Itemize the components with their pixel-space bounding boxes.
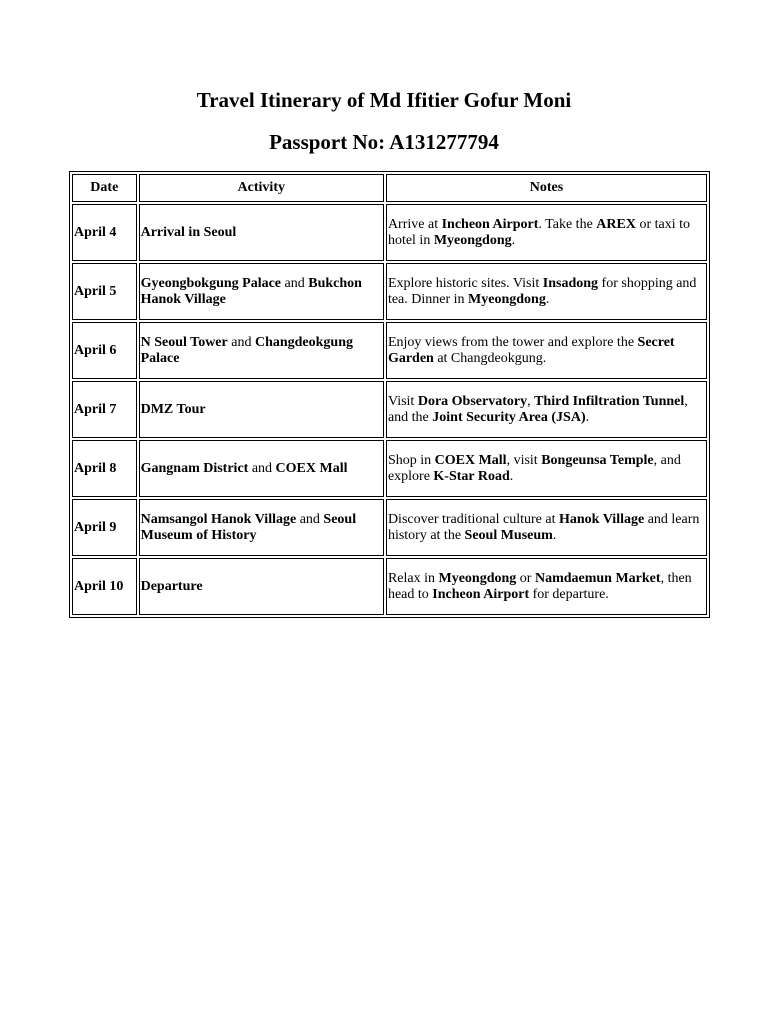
activity-text-segment: DMZ Tour bbox=[140, 401, 206, 417]
notes-cell bbox=[386, 204, 707, 261]
notes-text-segment: and learn history at the bbox=[387, 511, 700, 543]
notes-text-segment: Shop in bbox=[387, 452, 435, 468]
notes-text-segment: Myeongdong bbox=[468, 291, 546, 307]
table-row bbox=[72, 440, 707, 497]
date-cell: April 10 bbox=[72, 558, 137, 615]
notes-text-segment: Incheon Airport bbox=[432, 586, 530, 602]
activity-cell bbox=[139, 499, 384, 556]
notes-text-segment: Incheon Airport bbox=[441, 216, 539, 232]
date-cell: April 7 bbox=[72, 381, 137, 438]
activity-text-segment: and bbox=[227, 334, 255, 350]
notes-text-segment: Joint Security Area (JSA) bbox=[432, 409, 586, 425]
notes-text-segment: Bongeunsa Temple bbox=[541, 452, 654, 468]
notes-cell bbox=[386, 558, 707, 615]
notes-text-segment: or taxi to hotel in bbox=[387, 216, 691, 248]
table-row bbox=[72, 381, 707, 438]
activity-text-segment: and bbox=[296, 511, 324, 527]
activity-cell bbox=[139, 440, 384, 497]
header-notes: Notes bbox=[386, 174, 707, 202]
table-header bbox=[72, 174, 707, 202]
notes-cell bbox=[386, 440, 707, 497]
table-row bbox=[72, 263, 707, 320]
activity-text-segment: Bukchon Hanok Village bbox=[140, 275, 362, 307]
header-date: Date bbox=[72, 174, 137, 202]
notes-text-segment: , and explore bbox=[387, 452, 681, 484]
notes-text-segment: Third Infiltration Tunnel bbox=[534, 393, 685, 409]
notes-text-segment: . bbox=[585, 409, 590, 425]
notes-text-segment: . bbox=[511, 232, 516, 248]
activity-text-segment: Seoul Museum of History bbox=[140, 511, 357, 543]
notes-text-segment: . bbox=[552, 527, 557, 543]
notes-text-segment: , then head to bbox=[387, 570, 692, 602]
passport-number: Passport No: A131277794 bbox=[269, 130, 499, 154]
notes-cell bbox=[386, 381, 707, 438]
notes-cell bbox=[386, 499, 707, 556]
activity-cell bbox=[139, 558, 384, 615]
notes-text-segment: , visit bbox=[506, 452, 542, 468]
notes-text-segment: Dora Observatory bbox=[417, 393, 528, 409]
notes-text-segment: Insadong bbox=[542, 275, 599, 291]
notes-text-segment: Discover traditional culture at bbox=[387, 511, 559, 527]
date-cell: April 8 bbox=[72, 440, 137, 497]
notes-text-segment: for shopping and tea. Dinner in bbox=[387, 275, 697, 307]
table-row bbox=[72, 322, 707, 379]
table-body bbox=[72, 204, 707, 615]
header-row bbox=[72, 174, 707, 202]
activity-text-segment: N Seoul Tower bbox=[140, 334, 228, 350]
notes-text-segment: Hanok Village bbox=[559, 511, 645, 527]
date-cell: April 5 bbox=[72, 263, 137, 320]
notes-text-segment: Relax in bbox=[387, 570, 439, 586]
notes-text-segment: K-Star Road bbox=[433, 468, 510, 484]
notes-text-segment: , and the bbox=[387, 393, 688, 425]
notes-text-segment: . bbox=[545, 291, 550, 307]
activity-text-segment: Changdeokgung Palace bbox=[140, 334, 353, 366]
notes-text-segment: Enjoy views from the tower and explore the bbox=[387, 334, 638, 350]
activity-text-segment: Namsangol Hanok Village bbox=[140, 511, 297, 527]
notes-cell bbox=[386, 263, 707, 320]
date-cell: April 9 bbox=[72, 499, 137, 556]
notes-text-segment: COEX Mall bbox=[434, 452, 507, 468]
notes-text-segment: . Take the bbox=[538, 216, 597, 232]
notes-text-segment: at Changdeokgung. bbox=[433, 350, 547, 366]
document-title: Travel Itinerary of Md Ifitier Gofur Moni bbox=[196, 88, 572, 112]
notes-text-segment: Seoul Museum bbox=[464, 527, 553, 543]
notes-text-segment: Myeongdong bbox=[438, 570, 517, 586]
activity-text-segment: Arrival in Seoul bbox=[140, 224, 237, 240]
date-cell: April 4 bbox=[72, 204, 137, 261]
activity-cell bbox=[139, 381, 384, 438]
activity-text-segment: Gyeongbokgung Palace bbox=[140, 275, 282, 291]
activity-cell bbox=[139, 322, 384, 379]
header-activity: Activity bbox=[139, 174, 384, 202]
itinerary-table bbox=[69, 171, 710, 618]
notes-text-segment: Explore historic sites. Visit bbox=[387, 275, 543, 291]
notes-text-segment: . bbox=[509, 468, 514, 484]
notes-text-segment: Visit bbox=[387, 393, 418, 409]
notes-text-segment: or bbox=[516, 570, 535, 586]
table-row bbox=[72, 558, 707, 615]
notes-text-segment: Arrive at bbox=[387, 216, 442, 232]
activity-text-segment: and bbox=[281, 275, 309, 291]
notes-text-segment: , bbox=[527, 393, 535, 409]
activity-text-segment: COEX Mall bbox=[275, 460, 348, 476]
activity-text-segment: Departure bbox=[140, 578, 203, 594]
notes-text-segment: Namdaemun Market bbox=[534, 570, 661, 586]
activity-text-segment: Gangnam District bbox=[140, 460, 249, 476]
date-cell: April 6 bbox=[72, 322, 137, 379]
notes-text-segment: AREX bbox=[596, 216, 636, 232]
activity-cell bbox=[139, 204, 384, 261]
notes-text-segment: Secret Garden bbox=[387, 334, 675, 366]
table-row bbox=[72, 204, 707, 261]
activity-cell bbox=[139, 263, 384, 320]
notes-cell bbox=[386, 322, 707, 379]
activity-text-segment: and bbox=[248, 460, 276, 476]
notes-text-segment: for departure. bbox=[529, 586, 609, 602]
notes-text-segment: Myeongdong bbox=[433, 232, 512, 248]
table-row bbox=[72, 499, 707, 556]
